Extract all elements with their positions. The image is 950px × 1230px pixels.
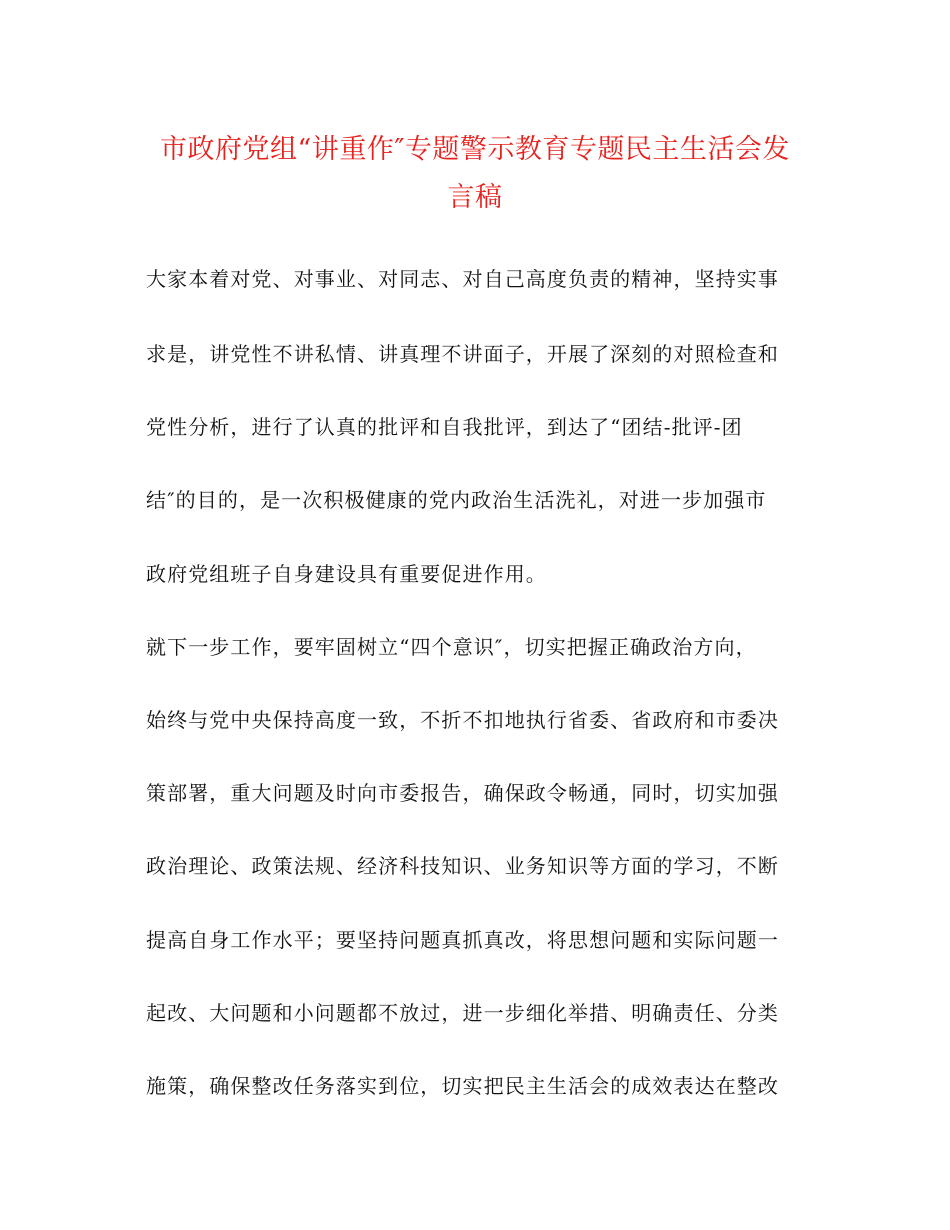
body-line-2: 求是，讲党性不讲私情、讲真理不讲面子，开展了深刻的对照检查和 <box>146 342 779 366</box>
body-line-1: 大家本着对党、对事业、对同志、对自己高度负责的精神，坚持实事 <box>146 267 779 291</box>
title-line-2: 言稿 <box>447 182 503 213</box>
body-line-3: 党性分析，进行了认真的批评和自我批评，到达了“团结-批评-团 <box>146 415 743 439</box>
body-line-5: 政府党组班子自身建设具有重要促进作用。 <box>146 562 547 586</box>
body-line-4: 结″的目的，是一次积极健康的党内政治生活洗礼，对进一步加强市 <box>146 488 767 512</box>
body-line-11: 起改、大问题和小问题都不放过，进一步细化举措、明确责任、分类 <box>146 1001 779 1025</box>
body-line-9: 政治理论、政策法规、经济科技知识、业务知识等方面的学习，不断 <box>146 854 779 878</box>
title-line-1: 市政府党组“讲重作″专题警示教育专题民主生活会发 <box>160 134 790 165</box>
body-line-12: 施策，确保整改任务落实到位，切实把民主生活会的成效表达在整改 <box>146 1074 779 1098</box>
document-title <box>120 126 830 222</box>
body-line-10: 提高自身工作水平；要坚持问题真抓真改，将思想问题和实际问题一 <box>146 928 779 952</box>
body-line-6: 就下一步工作，要牢固树立“四个意识″，切实把握正确政治方向， <box>146 635 757 659</box>
body-line-8: 策部署，重大问题及时向市委报告，确保政令畅通，同时，切实加强 <box>146 781 779 805</box>
body-line-7: 始终与党中央保持高度一致，不折不扣地执行省委、省政府和市委决 <box>146 708 779 732</box>
